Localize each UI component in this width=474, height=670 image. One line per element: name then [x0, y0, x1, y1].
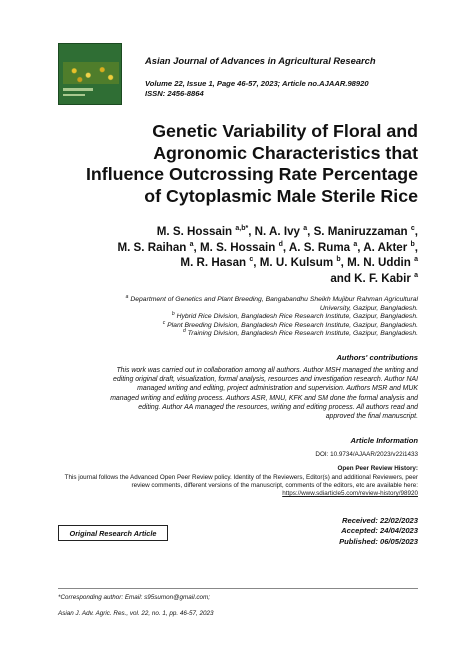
affiliation-text: Plant Breeding Division, Bangladesh Rice Research Institute, Gazipur, Bangladesh. [165, 321, 418, 329]
affiliation-line [38, 305, 418, 314]
article-type-box: Original Research Article [58, 525, 168, 541]
author-name: M. S. Hossain [199, 240, 279, 254]
author-separator: , [253, 256, 260, 270]
author-name: A. Akter [363, 240, 411, 254]
title-line: Influence Outcrossing Rate Percentage [85, 164, 418, 184]
author-name: M. N. Uddin [347, 256, 415, 270]
corresponding-author: *Corresponding author: Email: s95sumon@gmail.com; [58, 594, 210, 601]
contribution-line: editing original draft, visualization, formal analysis, resources and investigation research. Author NAI [113, 376, 418, 384]
title-line: Agronomic Characteristics that [153, 142, 418, 163]
author-affiliation-mark: a,b* [235, 225, 249, 232]
contribution-line: managed writing and editing process. Authors ASR, MNU, KFK and SM done the formal analysis and [110, 394, 418, 402]
author-separator: , [357, 240, 364, 254]
affiliation-line [38, 296, 418, 305]
accepted-date: Accepted: 24/04/2023 [341, 526, 418, 536]
paper-title [48, 121, 418, 207]
affiliation-line [38, 330, 418, 339]
author-affiliation-mark: a [414, 256, 418, 264]
author-affiliation-mark: a [414, 271, 418, 279]
author-affiliation-mark: b [410, 240, 415, 248]
affiliation-mark: c [162, 319, 166, 326]
article-info-heading: Article Information [350, 436, 418, 445]
author-line [48, 271, 418, 287]
author-affiliation-mark: d [278, 240, 283, 248]
contribution-line: managed writing and editing, project administration and supervision. Authors MSR and MUK [137, 385, 418, 393]
citation-line: Asian J. Adv. Agric. Res., vol. 22, no. 1, pp. 46-57, 2023 [58, 610, 214, 617]
affiliation-line [38, 313, 418, 322]
author-name: M. S. Hossain [156, 225, 236, 238]
volume-line: Volume 22, Issue 1, Page 46-57, 2023; Article no.AJAAR.98920 [145, 79, 369, 88]
affiliation-text: Hybrid Rice Division, Bangladesh Rice Research Institute, Gazipur, Bangladesh. [174, 313, 418, 321]
author-affiliation-mark: c [249, 256, 254, 264]
author-name: M. U. Kulsum [259, 256, 337, 270]
affiliation-text: Department of Genetics and Plant Breeding, Bangabandhu Sheikh Mujibur Rahman Agricultural [128, 296, 418, 303]
author-separator: , [414, 225, 418, 238]
received-date: Received: 22/02/2023 [342, 516, 418, 525]
journal-name: Asian Journal of Advances in Agricultural Research [145, 55, 376, 66]
review-history-link[interactable]: https://www.sdiarticle5.com/review-history/98920 [282, 490, 418, 498]
author-affiliation-mark: a [303, 225, 308, 232]
author-name: M. R. Hasan [180, 256, 250, 270]
author-affiliation-mark: a [353, 240, 358, 248]
affiliation-mark: d [182, 328, 186, 335]
author-separator: , [414, 240, 418, 254]
cover-decoration [63, 88, 93, 91]
author-list [48, 224, 418, 286]
published-date: Published: 06/05/2023 [339, 536, 418, 546]
author-affiliation-mark: a [189, 240, 194, 248]
author-separator: , [307, 225, 314, 238]
affiliation-text: Training Division, Bangladesh Rice Research Institute, Gazipur, Bangladesh. [185, 330, 418, 338]
author-name: and K. F. Kabir [330, 271, 415, 285]
cover-rice-field-photo [63, 62, 119, 84]
author-separator: , [282, 240, 289, 254]
volume-info [145, 79, 369, 98]
doi: DOI: 10.9734/AJAAR/2023/v22i1433 [315, 451, 418, 458]
author-affiliation-mark: b [336, 256, 341, 264]
affiliation-mark: a [125, 294, 129, 300]
peer-review-text [28, 474, 418, 499]
author-name: A. S. Ruma [288, 240, 354, 254]
contribution-line: editing. Author AA managed the resources, writing and editing process. All authors read and [138, 403, 418, 411]
author-name: M. S. Raihan [117, 240, 190, 254]
title-line: Genetic Variability of Floral and [152, 121, 418, 141]
affiliation-text: University, Gazipur, Bangladesh. [319, 304, 418, 312]
contributions-text [28, 366, 418, 421]
article-dates [339, 516, 418, 547]
journal-cover-image [58, 43, 122, 105]
contribution-line: This work was carried out in collaboration among all authors. Author MSH managed the writing and [116, 367, 418, 374]
review-line: This journal follows the Advanced Open Peer Review policy. Identity of the Reviewers, Editor(s) and additional Reviewers, peer [64, 474, 418, 481]
title-line: of Cytoplasmic Male Sterile Rice [144, 185, 418, 206]
contribution-line: approved the final manuscript. [325, 413, 418, 421]
author-line [48, 224, 418, 240]
contributions-heading: Authors' contributions [336, 353, 418, 362]
author-separator: , [248, 225, 255, 238]
author-affiliation-mark: c [410, 225, 415, 232]
affiliation-mark: b [171, 311, 175, 318]
cover-decoration [63, 94, 85, 96]
author-line [48, 240, 418, 256]
affiliations [38, 296, 418, 339]
cover-title-text [63, 48, 119, 60]
author-name: N. A. Ivy [254, 225, 304, 238]
issn: ISSN: 2456-8864 [145, 88, 204, 98]
review-line: review comments, different versions of the manuscript, comments of the editors, etc are available here: [131, 482, 418, 490]
author-name: S. Maniruzzaman [313, 225, 411, 238]
author-separator: , [193, 240, 200, 254]
author-line [48, 255, 418, 271]
author-separator: , [340, 256, 348, 270]
peer-review-heading: Open Peer Review History: [337, 465, 418, 472]
footer-divider [58, 588, 418, 589]
